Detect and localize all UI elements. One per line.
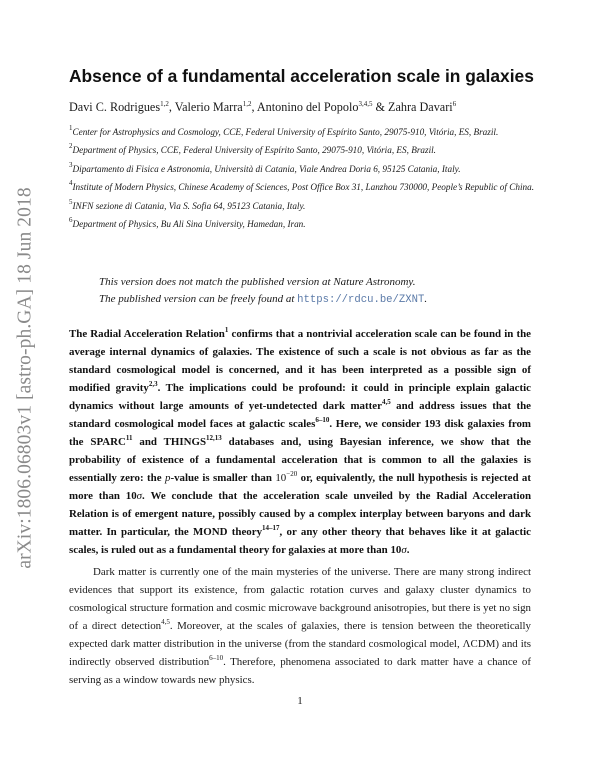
page-number: 1 — [297, 695, 303, 707]
citation: 4,5 — [381, 398, 391, 406]
version-note-line1: This version does not match the published version at Nature Astronomy. — [99, 276, 416, 288]
author-name: Zahra Davari — [388, 100, 453, 114]
affiliation: $^5$INFN sezione di Catania, Via S. Sofia 64, 95123 Catania, Italy. — [69, 197, 306, 211]
abstract: The Radial Acceleration Relation$^1$ confirms that a nontrivial acceleration scale can be found in the average internal dynamics of galaxies. The existence of such a scale is not obvious as far as the standard cosmological model is concerned, and it has been interpreted as a possible sign of modified gravity$^{2,3}$. The implications could be profound: it could in principle explain galactic dynamics without large amounts of yet-undetected dark matter$^{4,5}$ and address issues that the standard cosmological model faces at galactic scales$^{6-10}$. Here, we consider 193 disk galaxies from the SPARC$^{11}$ and THINGS$^{12,13}$ databases and, using Bayesian inference, we show that the probability of existence of a fundamental acceleration that is common to all the galaxies is essentially zero: the p-value is smaller than $10^{-20}$ or, equivalently, the null hypothesis is rejected at more than 10σ. We conclude that the acceleration scale unveiled by the Radial Acceleration Relation is of emergent nature, possibly caused by a complex interplay between baryons and dark matter. In particular, the MOND theory$^{14-17}$, or any other theory that behaves like it at galactic scales, is ruled out as a fundamental theory for galaxies at more than 10σ. — [69, 326, 532, 556]
paper-title: Absence of a fundamental acceleration scale in galaxies — [69, 66, 534, 86]
citation: 11 — [125, 434, 133, 442]
arxiv-identifier: arXiv:1806.06803v1 [astro-ph.GA] 18 Jun 2018 — [15, 187, 37, 569]
author-affil-ref: 1,2 — [242, 100, 252, 108]
author-name: Davi C. Rodrigues — [69, 100, 161, 114]
affiliation-list — [69, 126, 539, 236]
sigma-symbol: σ — [136, 490, 143, 502]
affiliation: $^6$Department of Physics, Bu Ali Sina University, Hamedan, Iran. — [69, 216, 306, 230]
p-value-symbol: p — [165, 472, 171, 484]
citation: 14–17 — [262, 524, 280, 532]
citation: 1 — [224, 326, 229, 334]
affiliation: $^3$Dipartamento di Fisica e Astronomia, Università di Catania, Viale Andrea Doria 6, 95125 Catania, Italy. — [69, 160, 461, 174]
version-note-line2: The published version can be freely found at https://rdcu.be/ZXNT. — [99, 293, 428, 306]
author-name: Valerio Marra — [174, 100, 243, 114]
version-note — [99, 274, 519, 309]
citation: 2,3 — [148, 380, 158, 388]
body-paragraph: Dark matter is currently one of the main mysteries of the universe. There are many strong indirect evidences that support its existence, from galactic rotation curves and galaxy cluster dynamics to cosmological structure formation and cosmic microwave background anisotropies, but there is yet no sign of a direct detection$^{4,5}$. Moreover, at the scales of galaxies, there is tension between the theoretically expected dark matter distribution in the universe (from the standard cosmological model, ΛCDM) and its indirectly observed distribution$^{6-10}$. Therefore, phenomena associated to dark matter have a chance of serving as a window towards new physics. — [69, 566, 531, 686]
author-affil-ref: 3,4,5 — [358, 100, 373, 108]
citation: 4,5 — [161, 618, 170, 626]
citation: 12,13 — [206, 434, 222, 442]
citation: 6–10 — [209, 654, 224, 662]
published-version-link[interactable]: https://rdcu.be/ZXNT — [297, 294, 425, 306]
arxiv-stamp — [6, 178, 46, 578]
citation: 6–10 — [315, 416, 330, 424]
affiliation: $^1$Center for Astrophysics and Cosmology, CCE, Federal University of Espírito Santo, 29075-910, Vitória, ES, Brazil. — [69, 124, 499, 137]
affiliation: $^2$Department of Physics, CCE, Federal University of Espírito Santo, 29075-910, Vitória, ES, Brazil. — [69, 142, 436, 156]
author-affil-ref: 1,2 — [160, 100, 169, 108]
author-affil-ref: 6 — [452, 100, 457, 108]
affiliation: $^4$Institute of Modern Physics, Chinese Academy of Sciences, Post Office Box 31, Lanzhou 730000, People’s Republic of China. — [69, 179, 535, 193]
author-list: Davi C. Rodrigues$^{1,2}$, Valerio Marra$^{1,2}$, Antonino del Popolo$^{3,4,5}$ & Zahra Davari$^6$ — [69, 100, 457, 114]
sigma-symbol: σ — [401, 544, 407, 556]
p-value: $10^{-20}$ — [275, 470, 298, 484]
author-name: Antonino del Popolo — [256, 100, 359, 114]
